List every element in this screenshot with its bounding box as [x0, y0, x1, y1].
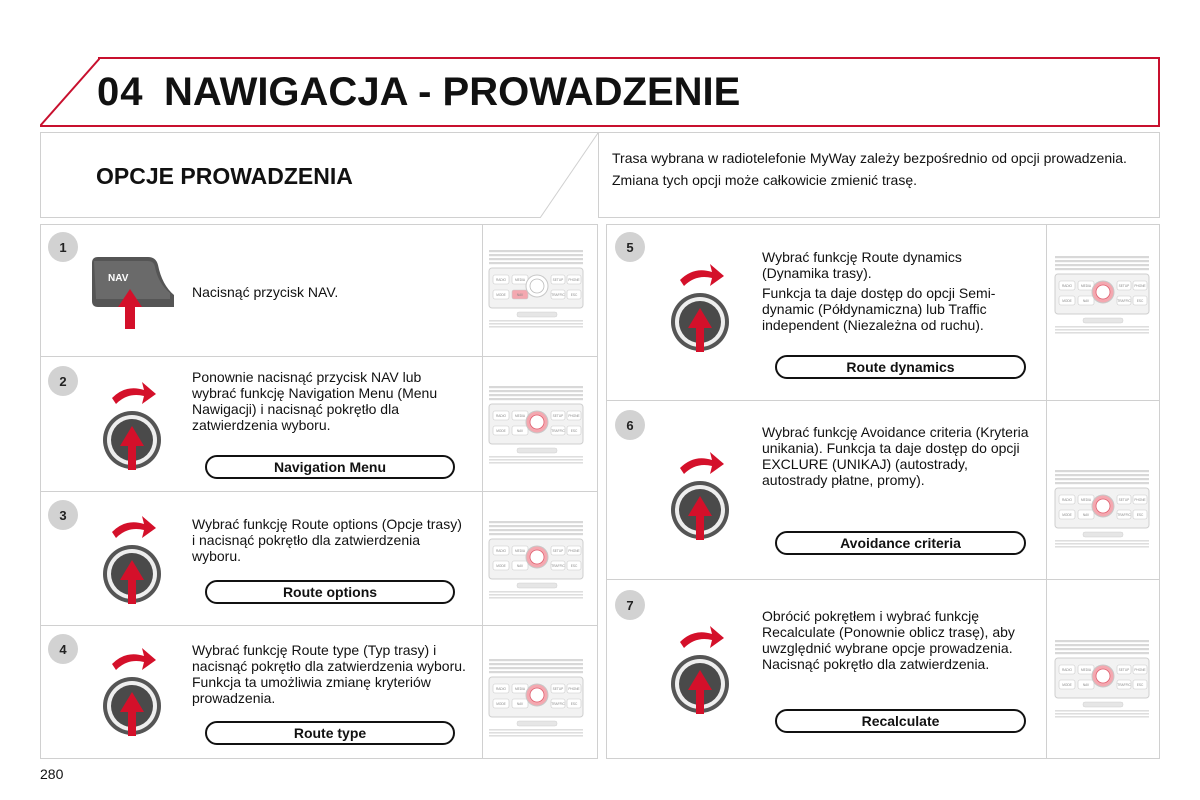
- step-7-text: Obrócić pokrętłem i wybrać funkcję Recalculate (Ponownie oblicz trasę), aby uwzględnić wybrane opcje prowadzenia. Nacisnąć pokrętło dla zatwierdzenia.: [762, 608, 1015, 672]
- section-box-diagonal: [540, 133, 598, 218]
- panel-button-label: SETUP: [552, 278, 564, 282]
- panel-button-label: MODE: [496, 564, 506, 568]
- panel-button-label: MODE: [1062, 683, 1072, 687]
- panel-button-label: ESC: [570, 564, 578, 568]
- section-title: OPCJE PROWADZENIA: [96, 163, 353, 189]
- panel-button-label: MEDIA: [514, 549, 526, 553]
- panel-button-label: RADIO: [1061, 668, 1073, 672]
- panel-button-label: TRAFFIC: [1117, 299, 1131, 303]
- step-5-paragraph-2: Funkcja ta daje dostęp do opcji Semi-dynamic (Półdynamiczna) lub Traffic independent (Niezależna od ruchu).: [762, 285, 996, 333]
- panel-button-label: TRAFFIC: [551, 293, 565, 297]
- panel-button-label: TRAFFIC: [551, 429, 565, 433]
- step-separator: [40, 625, 598, 626]
- panel-button-label: ESC: [1136, 299, 1144, 303]
- panel-button-label: RADIO: [495, 549, 507, 553]
- chapter-number: 04: [97, 70, 144, 114]
- route-dynamics-button[interactable]: Route dynamics: [775, 355, 1026, 379]
- chapter-title: NAWIGACJA - PROWADZENIE: [164, 70, 741, 114]
- right-column-divider: [1046, 224, 1047, 759]
- step-number-6: 6: [615, 410, 645, 440]
- panel-button-label: ESC: [570, 293, 578, 297]
- panel-button-label: MEDIA: [514, 687, 526, 691]
- header-underline: [40, 125, 1160, 127]
- step-5-paragraph-1: Wybrać funkcję Route dynamics (Dynamika trasy).: [762, 249, 962, 281]
- panel-button-label: TRAFFIC: [1117, 683, 1131, 687]
- panel-button-label: TRAFFIC: [551, 564, 565, 568]
- step-number-7: 7: [615, 590, 645, 620]
- rotary-knob-icon: [668, 618, 732, 718]
- panel-button-label: NAV: [1082, 299, 1090, 303]
- panel-button-label: ESC: [570, 429, 578, 433]
- step-number-5: 5: [615, 232, 645, 262]
- step-number-4: 4: [48, 634, 78, 664]
- nav-key-label: NAV: [108, 273, 129, 284]
- avoidance-criteria-button[interactable]: Avoidance criteria: [775, 531, 1026, 555]
- step-6-text: Wybrać funkcję Avoidance criteria (Kryteria unikania). Funkcja ta daje dostęp do opcji EXCLURE (UNIKAJ) (autostrady, autostrady płatne, promy).: [762, 424, 1029, 488]
- panel-button-label: MEDIA: [1080, 498, 1092, 502]
- panel-button-label: MEDIA: [514, 278, 526, 282]
- radio-panel-illustration: [1053, 252, 1151, 334]
- panel-button-label: TRAFFIC: [1117, 513, 1131, 517]
- panel-button-label: NAV: [1082, 513, 1090, 517]
- intro-text: [612, 150, 1132, 194]
- panel-button-label: PHONE: [568, 278, 580, 282]
- step-5-text: [762, 249, 1032, 337]
- navigation-menu-button[interactable]: Navigation Menu: [205, 455, 455, 479]
- panel-button-label: PHONE: [1134, 284, 1146, 288]
- step-2-text: Ponownie nacisnąć przycisk NAV lub wybrać funkcję Navigation Menu (Menu Nawigacji) i nacisnąć pokrętło dla zatwierdzenia wyboru.: [192, 369, 438, 433]
- recalculate-button[interactable]: Recalculate: [775, 709, 1026, 733]
- panel-button-label: PHONE: [568, 414, 580, 418]
- panel-button-label: NAV: [516, 293, 524, 297]
- step-separator: [40, 356, 598, 357]
- step-number-3: 3: [48, 500, 78, 530]
- panel-button-label: MEDIA: [1080, 284, 1092, 288]
- panel-button-label: SETUP: [552, 414, 564, 418]
- panel-button-label: NAV: [516, 564, 524, 568]
- step-number-1: 1: [48, 232, 78, 262]
- panel-button-label: NAV: [516, 702, 524, 706]
- radio-panel-illustration: [487, 655, 585, 737]
- panel-button-label: SETUP: [1118, 668, 1130, 672]
- panel-button-label: RADIO: [495, 414, 507, 418]
- intro-paragraph-2: Zmiana tych opcji może całkowicie zmienić trasę.: [612, 172, 917, 188]
- panel-button-label: RADIO: [1061, 498, 1073, 502]
- panel-button-label: MODE: [1062, 513, 1072, 517]
- rotary-knob-icon: [668, 444, 732, 544]
- route-type-button[interactable]: Route type: [205, 721, 455, 745]
- radio-panel-illustration: [1053, 636, 1151, 718]
- step-separator: [40, 491, 598, 492]
- panel-button-label: SETUP: [552, 687, 564, 691]
- rotary-knob-icon: [100, 508, 164, 608]
- step-separator: [606, 579, 1160, 580]
- radio-panel-illustration: [1053, 466, 1151, 548]
- panel-button-label: MODE: [496, 293, 506, 297]
- panel-button-label: RADIO: [495, 278, 507, 282]
- panel-button-label: PHONE: [568, 687, 580, 691]
- panel-button-label: SETUP: [1118, 284, 1130, 288]
- panel-button-label: ESC: [1136, 683, 1144, 687]
- rotary-knob-icon: [668, 256, 732, 356]
- step-separator: [606, 400, 1160, 401]
- panel-button-label: PHONE: [1134, 498, 1146, 502]
- panel-button-label: NAV: [1082, 683, 1090, 687]
- header-corner-diagonal: [40, 57, 100, 127]
- panel-button-label: MEDIA: [1080, 668, 1092, 672]
- panel-button-label: SETUP: [1118, 498, 1130, 502]
- panel-button-label: ESC: [1136, 513, 1144, 517]
- route-options-button[interactable]: Route options: [205, 580, 455, 604]
- page-number: 280: [40, 766, 64, 782]
- step-number-2: 2: [48, 366, 78, 396]
- panel-button-label: PHONE: [568, 549, 580, 553]
- step-4-text: Wybrać funkcję Route type (Typ trasy) i nacisnąć pokrętło dla zatwierdzenia wyboru. Funkcja ta umożliwia zmianę kryteriów prowadzenia.: [192, 642, 466, 706]
- nav-key-icon: [88, 255, 178, 330]
- radio-panel-illustration: [487, 246, 585, 328]
- radio-panel-illustration: [487, 517, 585, 599]
- panel-button-label: NAV: [516, 429, 524, 433]
- panel-button-label: MODE: [1062, 299, 1072, 303]
- panel-button-label: MEDIA: [514, 414, 526, 418]
- panel-button-label: MODE: [496, 702, 506, 706]
- step-3-text: Wybrać funkcję Route options (Opcje trasy) i nacisnąć pokrętło dla zatwierdzenia wyboru.: [192, 516, 462, 564]
- step-1-text: Nacisnąć przycisk NAV.: [192, 284, 339, 300]
- panel-button-label: ESC: [570, 702, 578, 706]
- radio-panel-illustration: [487, 382, 585, 464]
- rotary-knob-icon: [100, 640, 164, 740]
- panel-button-label: RADIO: [495, 687, 507, 691]
- panel-button-label: SETUP: [552, 549, 564, 553]
- panel-button-label: RADIO: [1061, 284, 1073, 288]
- panel-button-label: PHONE: [1134, 668, 1146, 672]
- panel-button-label: MODE: [496, 429, 506, 433]
- intro-paragraph-1: Trasa wybrana w radiotelefonie MyWay zależy bezpośrednio od opcji prowadzenia.: [612, 150, 1127, 166]
- panel-button-label: TRAFFIC: [551, 702, 565, 706]
- rotary-knob-icon: [100, 374, 164, 474]
